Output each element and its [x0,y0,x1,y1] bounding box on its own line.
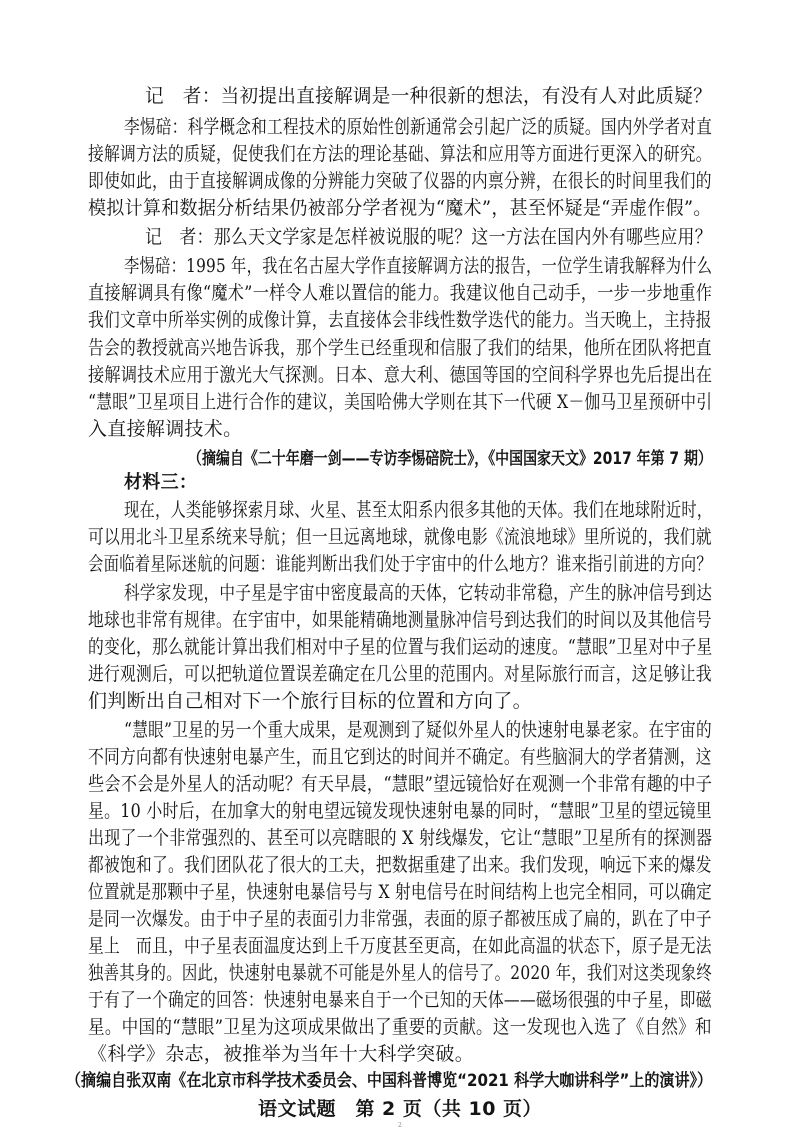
text-line: 告会的教授就高兴地告诉我，那个学生已经重现和信服了我们的结果，他所在团队将把直 [88,337,712,359]
text-line: “慧眼”卫星项目上进行合作的建议，美国哈佛大学则在其下一代硬 X－伽马卫星预研中引 [88,391,712,413]
text-line: 李惕碚：科学概念和工程技术的原始性创新通常会引起广泛的质疑。国内外学者对直 [124,116,712,138]
text-line: 记 者：当初提出直接解调是一种很新的想法，有没有人对此质疑？ [145,85,712,107]
text-line: 于有了一个确定的回答：快速射电暴来自于一个已知的天体——磁场很强的中子星，即磁 [88,989,712,1011]
text-line: 记 者：那么天文学家是怎样被说服的呢？这一方法在国内外有哪些应用？ [145,226,712,248]
text-line: 《科学》杂志，被推举为当年十大科学突破。 [88,1043,475,1065]
text-line: 接解调技术应用于激光大气探测。日本、意大利、德国等国的空间科学界也先后提出在 [88,364,712,386]
text-line: 地球也非常有规律。在宇宙中，如果能精确地测量脉冲信号到达我们的时间以及其他信号 [88,609,712,631]
text-line: 模拟计算和数据分析结果仍被部分学者视为“魔术”，甚至怀疑是“弄虚作假”。 [88,197,712,219]
text-line: 接解调方法的质疑，促使我们在方法的理论基础、算法和应用等方面进行更深入的研究。 [88,143,712,165]
text-line: 星。10 小时后，在加拿大的射电望远镜发现快速射电暴的同时，“慧眼”卫星的望远镜里 [88,800,712,822]
text-line: 进行观测后，可以把轨道位置误差确定在几公里的范围内。对星际旅行而言，这足够让我 [88,663,712,685]
text-line: 科学家发现，中子星是宇宙中密度最高的天体，它转动非常稳，产生的脉冲信号到达 [124,582,712,604]
text-line: 现在，人类能够探索月球、火星、甚至太阳系内很多其他的天体。我们在地球附近时， [124,499,712,521]
text-line: 都被饱和了。我们团队花了很大的工夫，把数据重建了出来。我们发现，响远下来的爆发 [88,854,712,876]
page-footer: 语文试题 第 2 页（共 10 页） [257,1098,543,1120]
source-citation: （摘编自张双南《在北京市科学技术委员会、中国科普博览“2021 科学大咖讲科学”上的演讲》） [66,1071,712,1091]
text-line: “慧眼”卫星的另一个重大成果，是观测到了疑似外星人的快速射电暴老家。在宇宙的 [124,719,712,741]
section-heading: 材料三： [124,472,198,493]
text-line: 的变化，那么就能计算出我们相对中子星的位置与我们运动的速度。“慧眼”卫星对中子星 [88,636,712,658]
text-line: 星。中国的“慧眼”卫星为这项成果做出了重要的贡献。这一发现也入选了《自然》和 [88,1016,712,1038]
text-line: 们判断出自己相对下一个旅行目标的位置和方向了。 [88,690,532,712]
text-line: 星上 而且，中子星表面温度达到上千万度甚至更高，在如此高温的状态下，原子是无法 [88,935,712,957]
text-line: 李惕碚：1995 年，我在名古屋大学作直接解调方法的报告，一位学生请我解释为什么 [124,255,712,277]
text-line: 不同方向都有快速射电暴产生，而且它到达的时间并不确定。有些脑洞大的学者猜测，这 [88,746,712,768]
text-line: 些会不会是外星人的活动呢？有天早晨，“慧眼”望远镜恰好在观测一个非常有趣的中子 [88,773,712,795]
text-line: 直接解调具有像“魔术”一样令人难以置信的能力。我建议他自己动手，一步一步地重作 [88,282,712,304]
text-line: 是同一次爆发。由于中子星的表面引力非常强，表面的原子都被压成了扁的，趴在了中子 [88,908,712,930]
text-line: 出现了一个非常强烈的、甚至可以亮瞎眼的 X 射线爆发，它让“慧眼”卫星所有的探测器 [88,827,712,849]
text-line: 会面临着星际迷航的问题：谁能判断出我们处于宇宙中的什么地方？谁来指引前进的方向？ [88,553,712,575]
text-line: 我们文章中所举实例的成像计算，去直接体会非线性数学迭代的能力。当天晚上，主持报 [88,309,712,331]
text-line: 可以用北斗卫星系统来导航；但一旦远离地球，就像电影《流浪地球》里所说的，我们就 [88,526,712,548]
page-mark: 2 [398,1122,402,1129]
text-line: 即使如此，由于直接解调成像的分辨能力突破了仪器的内禀分辨，在很长的时间里我们的 [88,170,712,192]
source-citation: （摘编自《二十年磨一剑——专访李惕碚院士》，《中国国家天文》2017 年第 7 期） [188,449,712,469]
text-line: 位置就是那颗中子星，快速射电暴信号与 X 射电信号在时间结构上也完全相同，可以确定 [88,881,712,903]
text-line: 入直接解调技术。 [88,418,243,440]
text-line: 独善其身的。因此，快速射电暴就不可能是外星人的信号了。2020 年，我们对这类现象终 [88,962,712,984]
